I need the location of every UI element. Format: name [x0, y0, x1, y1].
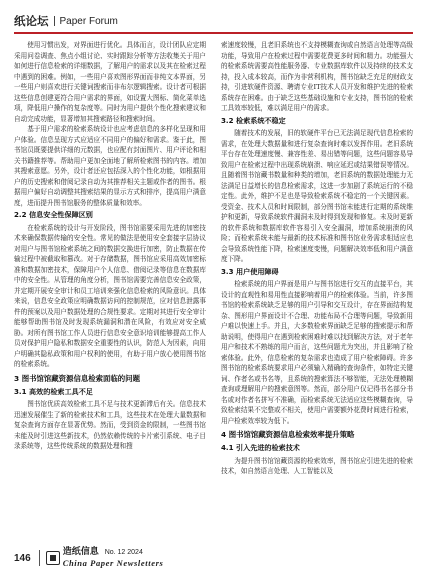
header-divider — [54, 16, 55, 26]
paragraph: 检索系统的用户界面是用户与图书馆进行交互的直接平台，其设计的直观性和易用性直接影响着用户的检索体验。当前，许多图书馆的检索系统缺乏足够的用户引导和交互设计，存在界面结构复杂、图形用户界面设计不合理、功能布局不合理等问题，导致新用户难以快速上手。并且，大多数检索界面缺乏足够的搜索提示和帮助说明，使得用户在遇到检索困难时难以找到解决方法，对于老年用户和技术不熟练的用户而言，这些问题尤为突出，并且影响了检索体验。此外，信息检索的复杂需求也造成了用户检索障碍。许多图书馆的检索系统要求用户必须输入精确的查询条件，如特定关键词、作者名或书名等，且系统的搜索算法不够智能，无法处理模糊查询或理解用户的搜索意图等。然而，部分用户仅记得书名部分书名或对作者名拼写不准确，而检索系统无法适应这些模糊查询，导致检索结果不完整或不相关，使用户需要额外花费时间进行检索，用户检索效率较为低下。 — [221, 280, 413, 425]
header-red-rule — [14, 32, 413, 34]
page-number: 146 — [14, 552, 31, 564]
section-heading-4: 4 图书馆馆藏资源信息检索效率提升策略 — [221, 430, 355, 439]
section-title-cn: 纸论坛 — [14, 14, 49, 28]
subsection-heading-3-2: 3.2 检索系统不稳定 — [221, 115, 286, 125]
paragraph: 索速度较慢，且老旧系统也不支持模糊查询或自然语言处理等高级功能，导致用户在检索过程中需要花费更多时间和精力。功能强大的检索系统需要高性能服务器、专业数据库软件以及持续的技术支持，投入成本较高，而作为非营利机构，图书馆缺乏充足的财政支持，引进软硬件资源、聘请专业IT技术人员开发和维护先进的检索系统存在困难。由于缺乏这些基础设施和专业支持，图书馆的检索工具效率较低，难以满足用户的需求。 — [221, 41, 413, 112]
subsection-heading-3-1: 3.1 高效的检索工具不足 — [14, 386, 93, 396]
section-heading-3: 3 图书馆馆藏资源信息检索面临的问题 — [14, 373, 140, 383]
paragraph: 随着技术的发展，旧的软硬件平台已无法满足现代信息检索的需求，在处理大数据量和进行复杂查询时难以发挥作用。老旧系统平台存在处理速度慢、兼容性差、易出错等问题，这些问题容易导致用户在检索过程中出现系统崩溃、响应延迟或结果错误等情况。且随着图书馆藏书数量和种类的增加，老旧系统的数据处理能力无法满足日益增长的信息检索需求，这进一步加剧了系统运行的不稳定性。此外，维护不足也是导致检索系统不稳定的一个关键因素。受资金、技术人员和时间限制，部分图书馆未能进行定期的系统维护和更新，导致系统软件漏洞未及时得到发现和修复。未及时更新的软件系统和数据库软件容易引入安全漏洞，增加系统崩溃的风险；而检索系统未能与最新的技术标准和图书馆业务需求相适应也会导致系统性能下降，检索速度变慢，问题解决效率低和用户满意度下降。 — [221, 129, 413, 263]
paragraph: 为提升图书馆馆藏资源的检索效率，图书馆应引进先进的检索技术，如自然语言处理、人工智能以及 — [221, 456, 413, 475]
subsection-heading-2-2: 2.2 信息安全性保障区别 — [14, 210, 93, 219]
journal-name-cn: 造纸信息 — [62, 547, 99, 557]
page-header — [14, 12, 413, 30]
page-footer — [14, 546, 413, 570]
right-column — [221, 40, 413, 560]
subsection-heading-3-3: 3.3 用户使用障碍 — [221, 266, 279, 276]
left-column — [14, 40, 206, 560]
paragraph: 在检索系统的设计与开发阶段，图书馆需要采用先进的加密技术来确保数据传输的安全性。常见的做法是使用安全套接字层协议对用户与图书馆检索系统之间的数据交换进行加密，防止数据在传输过程中被截取和篡改。对于存储数据，图书馆应采用高效加密标准和数据加密技术，保障用户个人信息、借阅记录等信息在数据库中的安全性。从管理的角度分析，图书馆需要完善信息安全政策，并定期开展安全审计和员工培训来强化信息检索的风险意识。具体来说，信息安全政策应明确数据访问的控制规范，应对信息泄露事件的预案以及用户数据处理的合规性要求。定期对其进行安全审计能够帮助图书馆及时发现系统漏洞和潜在风险，有效应对安全威胁。对所有图书馆工作人员进行信息安全意识培训能够提高工作人员对保护用户隐私和数据安全重要性的认识，防范人为因素，向用户明确其隐私政策和用户权利的使用，有助于用户放心使用图书馆的检索系统。 — [14, 223, 206, 368]
issue-number: No. 12 2024 — [104, 549, 143, 556]
journal-name-en: China Paper Newsletters — [62, 558, 164, 568]
journal-masthead — [63, 547, 164, 569]
subsection-heading-4-1: 4.1 引入先进的检索技术 — [221, 443, 300, 452]
paragraph: 基于用户需求的检索系统设计也应考虑信息的多样化呈现和用户体验。信息呈现方式应适应不同用户的偏好和需求。鉴于此，图书馆员既要提供详细的元数据，也应配有封面图片、用户评论和相关书籍推荐等。帮助用户更加全面地了解所检索图书的内容。增加其搜索意愿。另外，设计者还应包括深入的个性化功能，如根据用户的历史搜索和借阅记录自动为其推荐相关主题或作者的图书。根据用户偏好自动调整其搜索结果的显示方式和排序，提高用户满意度，进而提升图书馆服务的整体质量和效率。 — [14, 125, 206, 207]
paragraph: 使用习惯出发，对界面进行优化。具体而言，设计团队应定期采用问卷调查、焦点小组讨论、实时跟踪分析等方法收集关于用户如何进行信息检索的详细数据，了解用户的需求以及其在检索过程中遇到的困难。例如，一些用户喜欢图形界面而非纯文本界面，另一些用户则喜欢进行关键词搜索而非布尔逻辑搜索。设计者可根据这些信息创建更符合用户需求的界面，如设置大图标、简化菜单选项，降低用户操作的复杂度等。同时为用户提供个性化搜索建议和自动完成功能，显著增加其搜索路径和搜索时间。 — [14, 41, 206, 123]
journal-logo-icon — [46, 551, 60, 565]
section-title-en: Paper Forum — [59, 15, 118, 27]
paragraph: 图书馆优质高效检索工具不足与技术更新滞后有关。信息技术迅速发展催生了新的检索技术和工具，这些技术在处理大量数据和复杂查询方面存在显著优势。然而，受到资金的限制，一些图书馆未能及时引进这些新技术，仍然依赖传统的卡片索引系统、电子目录系统等，这些传统系统的数据处理和搜 — [14, 400, 206, 450]
footer-divider — [39, 550, 40, 566]
